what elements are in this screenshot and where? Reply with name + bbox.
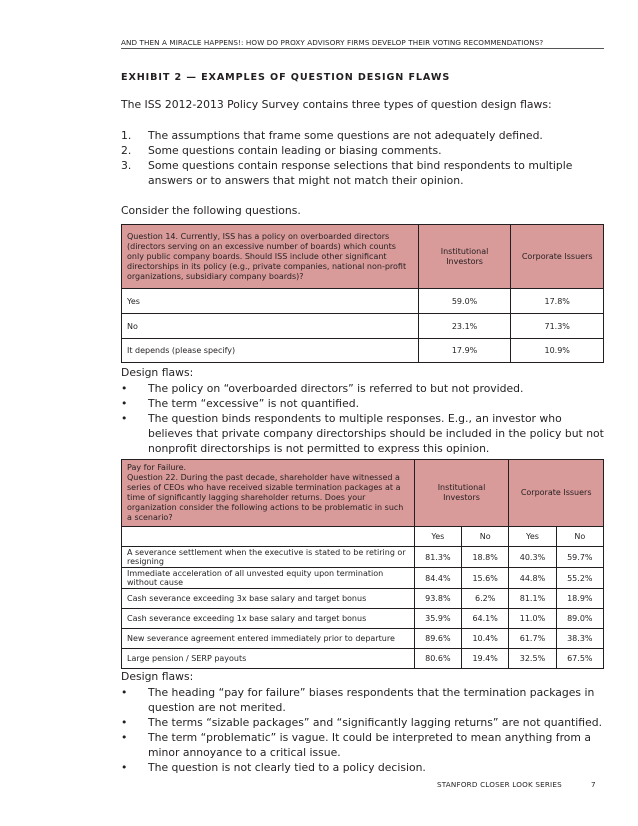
design-flaws-heading: Design flaws: bbox=[121, 670, 194, 683]
table-row: New severance agreement entered immediately prior to departure 89.6% 10.4% 61.7% 38.3% bbox=[122, 629, 604, 649]
design-flaws-heading: Design flaws: bbox=[121, 366, 194, 379]
list-item: 3. Some questions contain response selections that bind respondents to multiple answers or to answers that might not match their opinion. bbox=[121, 159, 573, 187]
page-number: 7 bbox=[591, 780, 596, 789]
list-item: • The question binds respondents to multiple responses. E.g., an investor who believes that private company directorships should be included in the policy but not nonprofit directorships is not permitted to express this opinion. bbox=[121, 412, 604, 455]
running-header: AND THEN A MIRACLE HAPPENS!: HOW DO PROXY ADVISORY FIRMS DEVELOP THEIR VOTING RECOMMENDATIONS? bbox=[121, 38, 544, 47]
list-item: • The terms “sizable packages” and “significantly lagging returns” are not quantified. bbox=[121, 716, 603, 729]
question-14-text: Question 14. Currently, ISS has a policy on overboarded directors (directors serving on an excessive number of boards) which counts only public company boards. Should ISS include other significant directorships in its policy (e.g., private companies, national non-profit organizations, subsidiary company boards)? bbox=[122, 225, 419, 289]
col-institutional: Institutional Investors bbox=[418, 225, 511, 289]
question-22-title: Pay for Failure. bbox=[127, 463, 187, 472]
list-item: • The policy on “overboarded directors” is referred to but not provided. bbox=[121, 382, 524, 395]
list-item: • The term “problematic” is vague. It could be interpreted to mean anything from a minor annoyance to a critical issue. bbox=[121, 731, 591, 759]
col-institutional: Institutional Investors bbox=[414, 460, 509, 527]
question-22-body: Question 22. During the past decade, shareholder have witnessed a series of CEOs who have received sizable termination packages at a time of significantly lagging shareholder returns. Does your organization consider the following actions to be problematic in such a scenario? bbox=[127, 473, 404, 522]
footer-series: STANFORD CLOSER LOOK SERIES bbox=[437, 780, 562, 789]
intro-paragraph: The ISS 2012-2013 Policy Survey contains three types of question design flaws: bbox=[121, 98, 552, 111]
col-corporate: Corporate Issuers bbox=[509, 460, 604, 527]
list-item: • The question is not clearly tied to a policy decision. bbox=[121, 761, 426, 774]
table-row: Immediate acceleration of all unvested equity upon termination without cause 84.4% 15.6% 44.8% 55.2% bbox=[122, 568, 604, 589]
table-row: No 23.1% 71.3% bbox=[122, 314, 604, 339]
table-row: Yes 59.0% 17.8% bbox=[122, 289, 604, 314]
list-item: 1. The assumptions that frame some questions are not adequately defined. bbox=[121, 129, 543, 142]
table-row: Cash severance exceeding 1x base salary and target bonus 35.9% 64.1% 11.0% 89.0% bbox=[122, 609, 604, 629]
design-flaws-list bbox=[121, 381, 605, 456]
list-item: • The heading “pay for failure” biases respondents that the termination packages in question are not merited. bbox=[121, 686, 595, 714]
consider-line: Consider the following questions. bbox=[121, 204, 301, 217]
design-flaws-list bbox=[121, 685, 605, 775]
table-row: It depends (please specify) 17.9% 10.9% bbox=[122, 339, 604, 363]
exhibit-title: EXHIBIT 2 — EXAMPLES OF QUESTION DESIGN FLAWS bbox=[121, 72, 451, 83]
question-14-table bbox=[121, 224, 604, 363]
col-corporate: Corporate Issuers bbox=[511, 225, 604, 289]
table-row: A severance settlement when the executive is stated to be retiring or resigning 81.3% 18.8% 40.3% 59.7% bbox=[122, 547, 604, 568]
list-item: 2. Some questions contain leading or biasing comments. bbox=[121, 144, 442, 157]
header-rule bbox=[121, 48, 604, 49]
subheader-row: Yes No Yes No bbox=[122, 527, 604, 547]
table-row: Cash severance exceeding 3x base salary and target bonus 93.8% 6.2% 81.1% 18.9% bbox=[122, 589, 604, 609]
flaw-types-list bbox=[121, 128, 605, 188]
list-item: • The term “excessive” is not quantified. bbox=[121, 397, 360, 410]
question-22-text bbox=[122, 460, 415, 527]
table-row: Large pension / SERP payouts 80.6% 19.4% 32.5% 67.5% bbox=[122, 649, 604, 669]
question-22-table bbox=[121, 459, 604, 669]
